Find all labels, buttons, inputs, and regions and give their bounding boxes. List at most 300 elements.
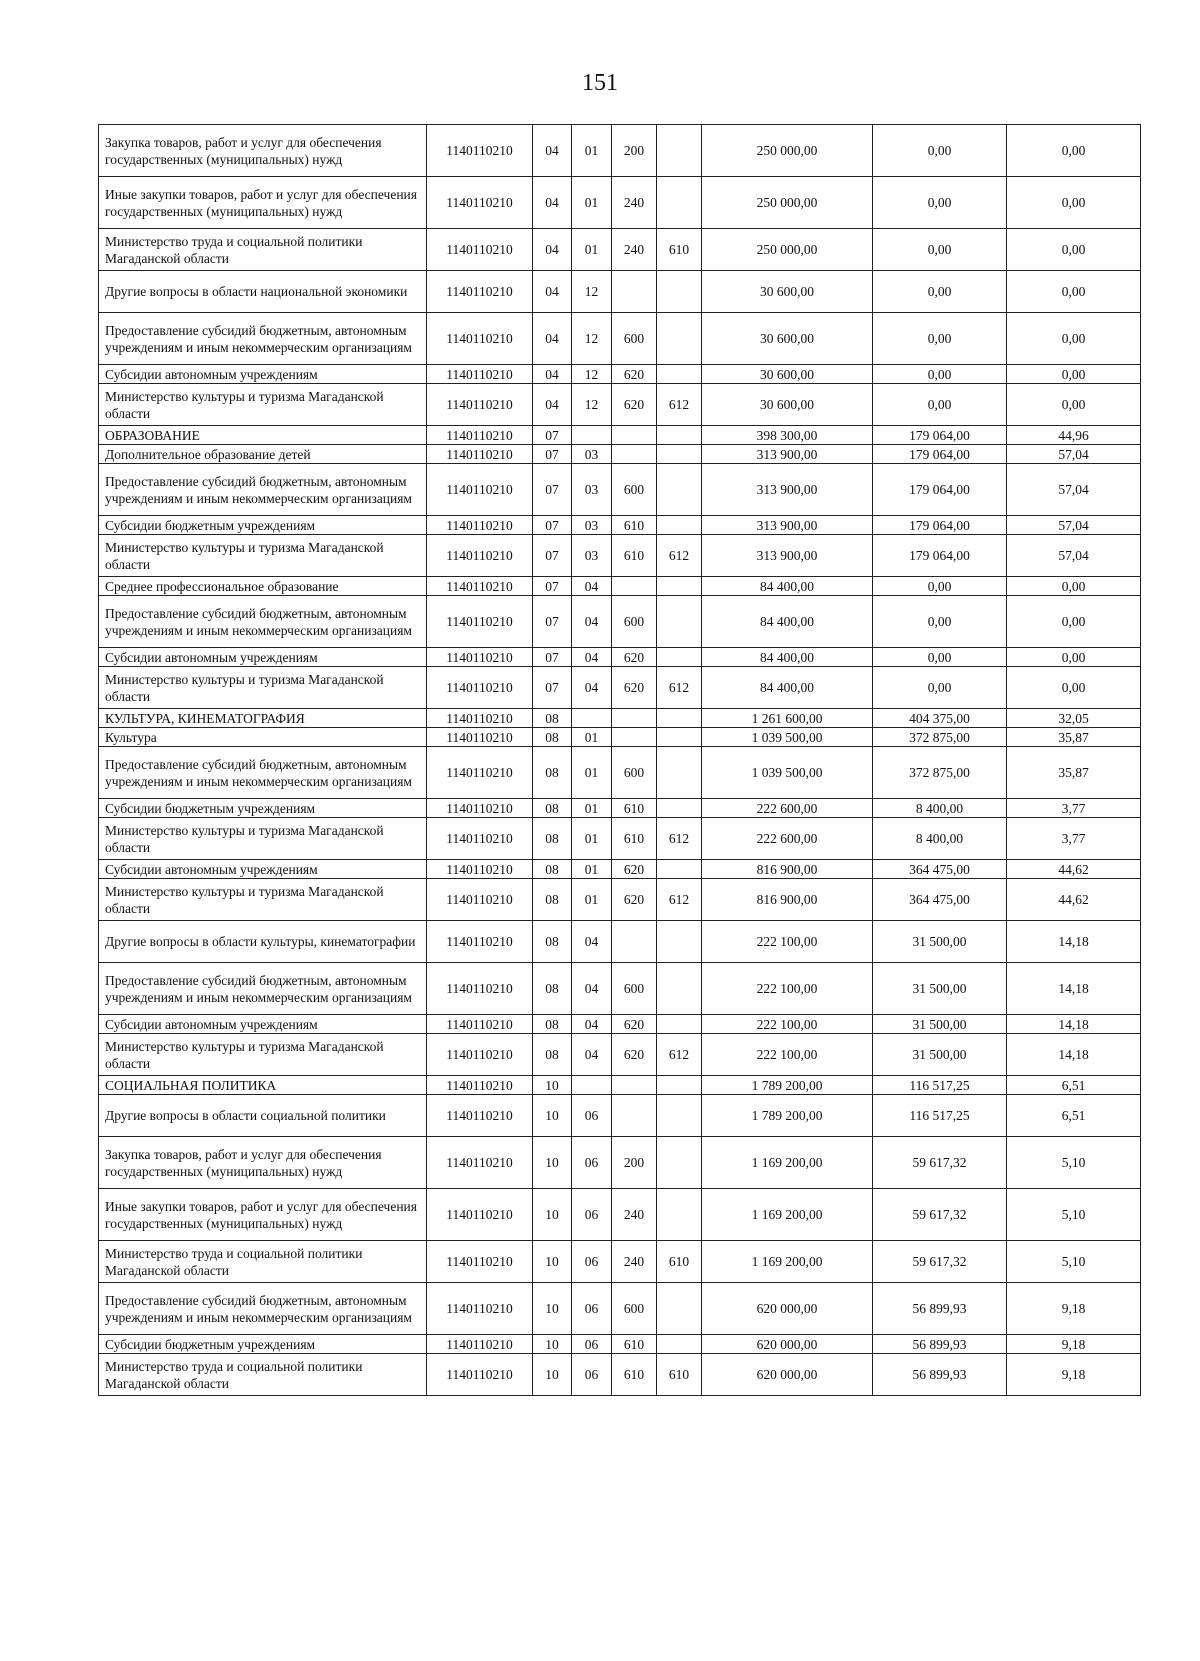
subsection-code-cell: 01 — [572, 799, 612, 818]
section-code-cell: 07 — [533, 648, 572, 667]
execution-percent-cell: 57,04 — [1007, 535, 1141, 577]
execution-percent-cell: 0,00 — [1007, 229, 1141, 271]
executed-amount-cell: 0,00 — [873, 596, 1007, 648]
execution-percent-cell: 32,05 — [1007, 709, 1141, 728]
target-article-code-cell: 1140110210 — [427, 747, 533, 799]
execution-percent-cell: 5,10 — [1007, 1241, 1141, 1283]
planned-amount-cell: 313 900,00 — [702, 535, 873, 577]
subsection-code-cell: 06 — [572, 1283, 612, 1335]
table-row — [99, 667, 1141, 709]
expense-type-code-cell: 240 — [612, 229, 657, 271]
section-code-cell: 08 — [533, 1034, 572, 1076]
subsection-code-cell: 04 — [572, 596, 612, 648]
execution-percent-cell: 0,00 — [1007, 596, 1141, 648]
target-article-code-cell: 1140110210 — [427, 125, 533, 177]
table-row — [99, 445, 1141, 464]
subsection-code-cell: 01 — [572, 125, 612, 177]
planned-amount-cell: 250 000,00 — [702, 229, 873, 271]
planned-amount-cell: 222 600,00 — [702, 818, 873, 860]
administrator-code-cell — [657, 577, 702, 596]
administrator-code-cell — [657, 445, 702, 464]
section-code-cell: 07 — [533, 426, 572, 445]
executed-amount-cell: 0,00 — [873, 177, 1007, 229]
administrator-code-cell: 610 — [657, 1354, 702, 1396]
executed-amount-cell: 59 617,32 — [873, 1241, 1007, 1283]
execution-percent-cell: 0,00 — [1007, 577, 1141, 596]
administrator-code-cell — [657, 1095, 702, 1137]
section-code-cell: 08 — [533, 879, 572, 921]
execution-percent-cell: 57,04 — [1007, 445, 1141, 464]
subsection-code-cell: 06 — [572, 1137, 612, 1189]
target-article-code-cell: 1140110210 — [427, 1354, 533, 1396]
planned-amount-cell: 222 600,00 — [702, 799, 873, 818]
expense-type-code-cell — [612, 577, 657, 596]
executed-amount-cell: 59 617,32 — [873, 1189, 1007, 1241]
row-name-cell: Министерство труда и социальной политики Магаданской области — [99, 1354, 427, 1396]
planned-amount-cell: 1 039 500,00 — [702, 747, 873, 799]
row-name-cell: Предоставление субсидий бюджетным, автономным учреждениям и иным некоммерческим организациям — [99, 313, 427, 365]
target-article-code-cell: 1140110210 — [427, 365, 533, 384]
administrator-code-cell — [657, 1283, 702, 1335]
expense-type-code-cell — [612, 445, 657, 464]
planned-amount-cell: 30 600,00 — [702, 313, 873, 365]
executed-amount-cell: 179 064,00 — [873, 464, 1007, 516]
subsection-code-cell: 03 — [572, 464, 612, 516]
target-article-code-cell: 1140110210 — [427, 667, 533, 709]
table-row — [99, 271, 1141, 313]
section-code-cell: 07 — [533, 667, 572, 709]
table-row — [99, 1283, 1141, 1335]
section-code-cell: 08 — [533, 747, 572, 799]
expense-type-code-cell: 200 — [612, 1137, 657, 1189]
target-article-code-cell: 1140110210 — [427, 1241, 533, 1283]
administrator-code-cell: 612 — [657, 1034, 702, 1076]
expense-type-code-cell: 600 — [612, 313, 657, 365]
planned-amount-cell: 816 900,00 — [702, 860, 873, 879]
subsection-code-cell: 01 — [572, 728, 612, 747]
executed-amount-cell: 0,00 — [873, 648, 1007, 667]
table-row — [99, 747, 1141, 799]
planned-amount-cell: 222 100,00 — [702, 963, 873, 1015]
table-row — [99, 799, 1141, 818]
target-article-code-cell: 1140110210 — [427, 963, 533, 1015]
row-name-cell: Министерство труда и социальной политики Магаданской области — [99, 1241, 427, 1283]
executed-amount-cell: 31 500,00 — [873, 963, 1007, 1015]
subsection-code-cell: 12 — [572, 271, 612, 313]
subsection-code-cell: 04 — [572, 1034, 612, 1076]
executed-amount-cell: 0,00 — [873, 229, 1007, 271]
expense-type-code-cell: 620 — [612, 1015, 657, 1034]
table-row — [99, 728, 1141, 747]
row-name-cell: Среднее профессиональное образование — [99, 577, 427, 596]
execution-percent-cell: 44,62 — [1007, 879, 1141, 921]
subsection-code-cell: 01 — [572, 860, 612, 879]
target-article-code-cell: 1140110210 — [427, 577, 533, 596]
administrator-code-cell — [657, 464, 702, 516]
table-row — [99, 1335, 1141, 1354]
section-code-cell: 08 — [533, 799, 572, 818]
administrator-code-cell — [657, 921, 702, 963]
section-code-cell: 10 — [533, 1354, 572, 1396]
executed-amount-cell: 31 500,00 — [873, 1034, 1007, 1076]
subsection-code-cell: 12 — [572, 365, 612, 384]
execution-percent-cell: 6,51 — [1007, 1076, 1141, 1095]
planned-amount-cell: 1 169 200,00 — [702, 1137, 873, 1189]
subsection-code-cell: 01 — [572, 879, 612, 921]
executed-amount-cell: 31 500,00 — [873, 921, 1007, 963]
execution-percent-cell: 0,00 — [1007, 648, 1141, 667]
table-row — [99, 1137, 1141, 1189]
execution-percent-cell: 14,18 — [1007, 1034, 1141, 1076]
section-code-cell: 04 — [533, 313, 572, 365]
expense-type-code-cell — [612, 921, 657, 963]
executed-amount-cell: 372 875,00 — [873, 747, 1007, 799]
executed-amount-cell: 179 064,00 — [873, 535, 1007, 577]
section-code-cell: 07 — [533, 535, 572, 577]
executed-amount-cell: 8 400,00 — [873, 818, 1007, 860]
table-row — [99, 313, 1141, 365]
planned-amount-cell: 30 600,00 — [702, 271, 873, 313]
administrator-code-cell — [657, 1076, 702, 1095]
row-name-cell: Министерство культуры и туризма Магаданской области — [99, 818, 427, 860]
execution-percent-cell: 9,18 — [1007, 1354, 1141, 1396]
executed-amount-cell: 59 617,32 — [873, 1137, 1007, 1189]
subsection-code-cell: 01 — [572, 229, 612, 271]
row-name-cell: Министерство культуры и туризма Магаданской области — [99, 879, 427, 921]
execution-percent-cell: 9,18 — [1007, 1335, 1141, 1354]
subsection-code-cell: 12 — [572, 384, 612, 426]
execution-percent-cell: 57,04 — [1007, 464, 1141, 516]
planned-amount-cell: 84 400,00 — [702, 596, 873, 648]
planned-amount-cell: 1 039 500,00 — [702, 728, 873, 747]
section-code-cell: 04 — [533, 365, 572, 384]
section-code-cell: 04 — [533, 229, 572, 271]
row-name-cell: ОБРАЗОВАНИЕ — [99, 426, 427, 445]
expense-type-code-cell: 610 — [612, 799, 657, 818]
subsection-code-cell: 01 — [572, 747, 612, 799]
subsection-code-cell: 06 — [572, 1354, 612, 1396]
administrator-code-cell: 612 — [657, 667, 702, 709]
executed-amount-cell: 0,00 — [873, 271, 1007, 313]
administrator-code-cell — [657, 1015, 702, 1034]
expense-type-code-cell: 620 — [612, 667, 657, 709]
target-article-code-cell: 1140110210 — [427, 860, 533, 879]
section-code-cell: 07 — [533, 596, 572, 648]
executed-amount-cell: 404 375,00 — [873, 709, 1007, 728]
table-row — [99, 1076, 1141, 1095]
expense-type-code-cell — [612, 426, 657, 445]
target-article-code-cell: 1140110210 — [427, 229, 533, 271]
execution-percent-cell: 3,77 — [1007, 799, 1141, 818]
subsection-code-cell — [572, 426, 612, 445]
row-name-cell: Иные закупки товаров, работ и услуг для обеспечения государственных (муниципальных) нужд — [99, 1189, 427, 1241]
row-name-cell: Культура — [99, 728, 427, 747]
expense-type-code-cell: 620 — [612, 879, 657, 921]
expense-type-code-cell: 620 — [612, 365, 657, 384]
target-article-code-cell: 1140110210 — [427, 648, 533, 667]
planned-amount-cell: 30 600,00 — [702, 384, 873, 426]
table-row — [99, 365, 1141, 384]
execution-percent-cell: 44,96 — [1007, 426, 1141, 445]
executed-amount-cell: 372 875,00 — [873, 728, 1007, 747]
expense-type-code-cell: 240 — [612, 1189, 657, 1241]
table-row — [99, 384, 1141, 426]
expense-type-code-cell: 600 — [612, 596, 657, 648]
row-name-cell: Другие вопросы в области социальной политики — [99, 1095, 427, 1137]
execution-percent-cell: 0,00 — [1007, 667, 1141, 709]
table-row — [99, 709, 1141, 728]
subsection-code-cell: 04 — [572, 1015, 612, 1034]
row-name-cell: Субсидии бюджетным учреждениям — [99, 516, 427, 535]
subsection-code-cell — [572, 709, 612, 728]
section-code-cell: 10 — [533, 1076, 572, 1095]
target-article-code-cell: 1140110210 — [427, 464, 533, 516]
execution-percent-cell: 57,04 — [1007, 516, 1141, 535]
execution-percent-cell: 0,00 — [1007, 384, 1141, 426]
execution-percent-cell: 9,18 — [1007, 1283, 1141, 1335]
section-code-cell: 08 — [533, 1015, 572, 1034]
section-code-cell: 07 — [533, 516, 572, 535]
planned-amount-cell: 1 169 200,00 — [702, 1189, 873, 1241]
administrator-code-cell: 612 — [657, 818, 702, 860]
section-code-cell: 10 — [533, 1283, 572, 1335]
target-article-code-cell: 1140110210 — [427, 1034, 533, 1076]
executed-amount-cell: 364 475,00 — [873, 860, 1007, 879]
administrator-code-cell — [657, 426, 702, 445]
target-article-code-cell: 1140110210 — [427, 728, 533, 747]
subsection-code-cell: 06 — [572, 1095, 612, 1137]
administrator-code-cell: 610 — [657, 1241, 702, 1283]
subsection-code-cell: 04 — [572, 963, 612, 1015]
planned-amount-cell: 313 900,00 — [702, 464, 873, 516]
administrator-code-cell — [657, 963, 702, 1015]
target-article-code-cell: 1140110210 — [427, 313, 533, 365]
administrator-code-cell — [657, 125, 702, 177]
executed-amount-cell: 56 899,93 — [873, 1354, 1007, 1396]
execution-percent-cell: 14,18 — [1007, 921, 1141, 963]
subsection-code-cell: 04 — [572, 577, 612, 596]
planned-amount-cell: 313 900,00 — [702, 445, 873, 464]
execution-percent-cell: 14,18 — [1007, 1015, 1141, 1034]
section-code-cell: 04 — [533, 177, 572, 229]
expense-type-code-cell: 610 — [612, 1335, 657, 1354]
row-name-cell: Субсидии автономным учреждениям — [99, 365, 427, 384]
row-name-cell: Закупка товаров, работ и услуг для обеспечения государственных (муниципальных) нужд — [99, 1137, 427, 1189]
table-row — [99, 1241, 1141, 1283]
executed-amount-cell: 56 899,93 — [873, 1335, 1007, 1354]
subsection-code-cell — [572, 1076, 612, 1095]
target-article-code-cell: 1140110210 — [427, 709, 533, 728]
row-name-cell: Субсидии автономным учреждениям — [99, 648, 427, 667]
administrator-code-cell — [657, 596, 702, 648]
table-row — [99, 229, 1141, 271]
subsection-code-cell: 06 — [572, 1189, 612, 1241]
administrator-code-cell — [657, 1335, 702, 1354]
row-name-cell: Субсидии бюджетным учреждениям — [99, 1335, 427, 1354]
table-row — [99, 1354, 1141, 1396]
expense-type-code-cell: 600 — [612, 963, 657, 1015]
planned-amount-cell: 620 000,00 — [702, 1335, 873, 1354]
execution-percent-cell: 6,51 — [1007, 1095, 1141, 1137]
table-row — [99, 879, 1141, 921]
section-code-cell: 08 — [533, 860, 572, 879]
execution-percent-cell: 0,00 — [1007, 271, 1141, 313]
administrator-code-cell — [657, 177, 702, 229]
executed-amount-cell: 116 517,25 — [873, 1095, 1007, 1137]
expense-type-code-cell: 620 — [612, 384, 657, 426]
executed-amount-cell: 31 500,00 — [873, 1015, 1007, 1034]
table-row — [99, 1034, 1141, 1076]
section-code-cell: 04 — [533, 384, 572, 426]
target-article-code-cell: 1140110210 — [427, 516, 533, 535]
section-code-cell: 08 — [533, 728, 572, 747]
expense-type-code-cell: 620 — [612, 648, 657, 667]
executed-amount-cell: 179 064,00 — [873, 426, 1007, 445]
administrator-code-cell — [657, 747, 702, 799]
row-name-cell: КУЛЬТУРА, КИНЕМАТОГРАФИЯ — [99, 709, 427, 728]
target-article-code-cell: 1140110210 — [427, 271, 533, 313]
expense-type-code-cell: 200 — [612, 125, 657, 177]
expense-type-code-cell: 610 — [612, 535, 657, 577]
planned-amount-cell: 250 000,00 — [702, 177, 873, 229]
administrator-code-cell — [657, 648, 702, 667]
planned-amount-cell: 222 100,00 — [702, 1034, 873, 1076]
subsection-code-cell: 06 — [572, 1335, 612, 1354]
row-name-cell: Министерство труда и социальной политики Магаданской области — [99, 229, 427, 271]
section-code-cell: 10 — [533, 1137, 572, 1189]
planned-amount-cell: 30 600,00 — [702, 365, 873, 384]
planned-amount-cell: 84 400,00 — [702, 648, 873, 667]
target-article-code-cell: 1140110210 — [427, 384, 533, 426]
row-name-cell: Предоставление субсидий бюджетным, автономным учреждениям и иным некоммерческим организациям — [99, 963, 427, 1015]
executed-amount-cell: 56 899,93 — [873, 1283, 1007, 1335]
target-article-code-cell: 1140110210 — [427, 1015, 533, 1034]
budget-table — [98, 124, 1141, 1396]
administrator-code-cell: 610 — [657, 229, 702, 271]
administrator-code-cell — [657, 799, 702, 818]
target-article-code-cell: 1140110210 — [427, 596, 533, 648]
table-row — [99, 921, 1141, 963]
executed-amount-cell: 116 517,25 — [873, 1076, 1007, 1095]
execution-percent-cell: 44,62 — [1007, 860, 1141, 879]
row-name-cell: Субсидии бюджетным учреждениям — [99, 799, 427, 818]
target-article-code-cell: 1140110210 — [427, 1137, 533, 1189]
section-code-cell: 08 — [533, 818, 572, 860]
executed-amount-cell: 179 064,00 — [873, 516, 1007, 535]
planned-amount-cell: 620 000,00 — [702, 1283, 873, 1335]
planned-amount-cell: 250 000,00 — [702, 125, 873, 177]
target-article-code-cell: 1140110210 — [427, 879, 533, 921]
planned-amount-cell: 1 789 200,00 — [702, 1095, 873, 1137]
expense-type-code-cell: 610 — [612, 1354, 657, 1396]
subsection-code-cell: 06 — [572, 1241, 612, 1283]
page-number: 151 — [582, 70, 618, 96]
executed-amount-cell: 0,00 — [873, 125, 1007, 177]
planned-amount-cell: 1 169 200,00 — [702, 1241, 873, 1283]
administrator-code-cell — [657, 1189, 702, 1241]
executed-amount-cell: 0,00 — [873, 313, 1007, 365]
administrator-code-cell — [657, 860, 702, 879]
execution-percent-cell: 3,77 — [1007, 818, 1141, 860]
section-code-cell: 07 — [533, 445, 572, 464]
target-article-code-cell: 1140110210 — [427, 1335, 533, 1354]
administrator-code-cell: 612 — [657, 535, 702, 577]
budget-table-body — [99, 125, 1141, 1396]
expense-type-code-cell: 620 — [612, 860, 657, 879]
expense-type-code-cell — [612, 728, 657, 747]
executed-amount-cell: 8 400,00 — [873, 799, 1007, 818]
target-article-code-cell: 1140110210 — [427, 1095, 533, 1137]
executed-amount-cell: 179 064,00 — [873, 445, 1007, 464]
row-name-cell: Закупка товаров, работ и услуг для обеспечения государственных (муниципальных) нужд — [99, 125, 427, 177]
subsection-code-cell: 04 — [572, 667, 612, 709]
row-name-cell: Субсидии автономным учреждениям — [99, 1015, 427, 1034]
target-article-code-cell: 1140110210 — [427, 1283, 533, 1335]
table-row — [99, 125, 1141, 177]
row-name-cell: Другие вопросы в области национальной экономики — [99, 271, 427, 313]
planned-amount-cell: 1 261 600,00 — [702, 709, 873, 728]
executed-amount-cell: 0,00 — [873, 667, 1007, 709]
subsection-code-cell: 03 — [572, 535, 612, 577]
target-article-code-cell: 1140110210 — [427, 799, 533, 818]
execution-percent-cell: 0,00 — [1007, 313, 1141, 365]
row-name-cell: Министерство культуры и туризма Магаданской области — [99, 1034, 427, 1076]
subsection-code-cell: 03 — [572, 516, 612, 535]
expense-type-code-cell — [612, 1095, 657, 1137]
table-row — [99, 516, 1141, 535]
target-article-code-cell: 1140110210 — [427, 1076, 533, 1095]
target-article-code-cell: 1140110210 — [427, 177, 533, 229]
table-row — [99, 1189, 1141, 1241]
subsection-code-cell: 04 — [572, 648, 612, 667]
execution-percent-cell: 0,00 — [1007, 365, 1141, 384]
section-code-cell: 10 — [533, 1095, 572, 1137]
executed-amount-cell: 0,00 — [873, 365, 1007, 384]
administrator-code-cell — [657, 271, 702, 313]
executed-amount-cell: 364 475,00 — [873, 879, 1007, 921]
executed-amount-cell: 0,00 — [873, 577, 1007, 596]
section-code-cell: 04 — [533, 271, 572, 313]
target-article-code-cell: 1140110210 — [427, 426, 533, 445]
subsection-code-cell: 01 — [572, 177, 612, 229]
planned-amount-cell: 620 000,00 — [702, 1354, 873, 1396]
expense-type-code-cell: 240 — [612, 1241, 657, 1283]
target-article-code-cell: 1140110210 — [427, 818, 533, 860]
row-name-cell: Министерство культуры и туризма Магаданской области — [99, 667, 427, 709]
planned-amount-cell: 816 900,00 — [702, 879, 873, 921]
execution-percent-cell: 35,87 — [1007, 747, 1141, 799]
table-row — [99, 1015, 1141, 1034]
section-code-cell: 04 — [533, 125, 572, 177]
table-row — [99, 1095, 1141, 1137]
section-code-cell: 10 — [533, 1241, 572, 1283]
row-name-cell: Предоставление субсидий бюджетным, автономным учреждениям и иным некоммерческим организациям — [99, 464, 427, 516]
subsection-code-cell: 03 — [572, 445, 612, 464]
administrator-code-cell: 612 — [657, 879, 702, 921]
row-name-cell: Предоставление субсидий бюджетным, автономным учреждениям и иным некоммерческим организациям — [99, 1283, 427, 1335]
administrator-code-cell — [657, 313, 702, 365]
expense-type-code-cell: 620 — [612, 1034, 657, 1076]
planned-amount-cell: 222 100,00 — [702, 921, 873, 963]
target-article-code-cell: 1140110210 — [427, 921, 533, 963]
subsection-code-cell: 01 — [572, 818, 612, 860]
row-name-cell: Предоставление субсидий бюджетным, автономным учреждениям и иным некоммерческим организациям — [99, 747, 427, 799]
section-code-cell: 08 — [533, 921, 572, 963]
table-row — [99, 860, 1141, 879]
administrator-code-cell: 612 — [657, 384, 702, 426]
expense-type-code-cell: 610 — [612, 516, 657, 535]
section-code-cell: 07 — [533, 577, 572, 596]
